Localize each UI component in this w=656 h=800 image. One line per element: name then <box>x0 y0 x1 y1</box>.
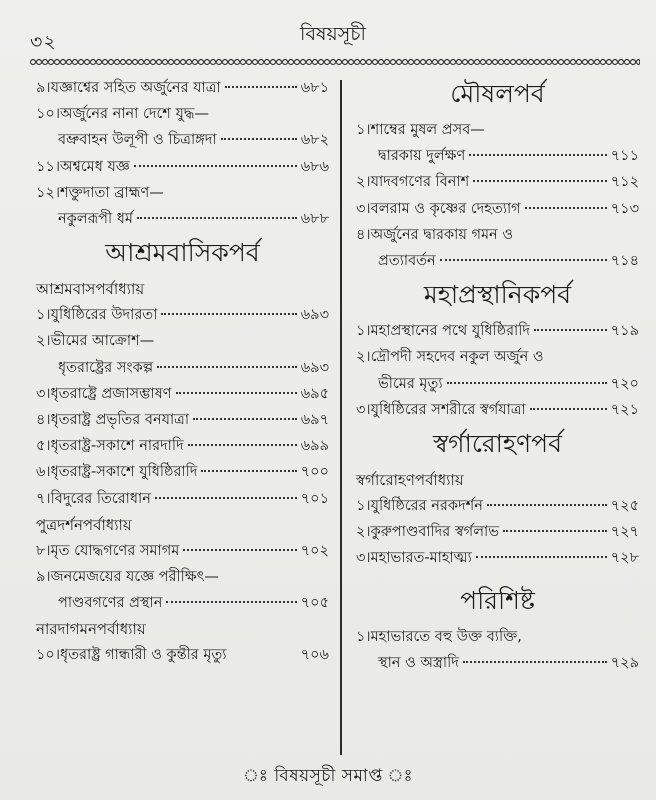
right-column <box>356 75 639 676</box>
entry-number: ১১। <box>36 158 61 175</box>
toc-entry[interactable] <box>356 545 639 571</box>
entry-title: অর্জুনের দ্বারকায় গমন ও <box>370 226 513 243</box>
entry-page: ৭২৮ <box>610 550 639 567</box>
toc-entry[interactable] <box>36 407 329 433</box>
section-title-parishishta: পরিশিষ্ট <box>460 585 535 615</box>
toc-entry[interactable] <box>356 624 639 650</box>
entry-title: কুরুপাণ্ডবাদির স্বর্গলাভ <box>370 524 500 541</box>
entry-title: প্রত্যাবর্তন <box>378 253 436 270</box>
entry-page: ৭২০ <box>610 375 639 392</box>
entry-number: ৫। <box>36 438 51 455</box>
leader-dots <box>476 556 607 558</box>
entry-number: ২। <box>356 524 371 541</box>
leader-dots <box>463 661 607 663</box>
entry-title: জনমেজয়ের যজ্ঞে পরীক্ষিৎ— <box>50 569 219 586</box>
toc-entry-continuation[interactable] <box>36 206 329 232</box>
toc-entry-continuation[interactable] <box>356 248 639 274</box>
leader-dots <box>183 549 296 551</box>
entry-title: অশ্বমেধ যজ্ঞ <box>60 158 130 175</box>
toc-entry[interactable] <box>36 302 329 328</box>
section-title-mahaprasthanika: মহাপ্রস্থানিকপর্ব <box>423 280 572 310</box>
entry-number: ১। <box>356 323 371 340</box>
toc-entry[interactable] <box>36 180 329 206</box>
leader-dots <box>221 138 297 140</box>
entry-title: দ্বারকায় দুর্লক্ষণ <box>378 148 466 165</box>
entry-page: ৭১৪ <box>610 253 639 270</box>
leader-dots <box>469 154 607 156</box>
toc-entry[interactable] <box>36 154 329 180</box>
entry-number: ২। <box>356 349 371 366</box>
toc-entry[interactable] <box>356 344 639 370</box>
toc-entry[interactable] <box>36 459 329 485</box>
toc-end-marker: ঃ বিষয়সূচী সমাপ্ত ঃ <box>242 766 414 786</box>
entry-title: অর্জুনের নানা দেশে যুদ্ধ— <box>60 106 209 123</box>
entry-number: ২। <box>36 333 51 350</box>
section-title-mausala: মৌষলপর্ব <box>450 79 545 108</box>
running-title: বিষয়সূচী <box>300 23 366 45</box>
toc-entry[interactable] <box>356 117 639 143</box>
entry-page: ৭১১ <box>610 148 639 165</box>
entry-number: ৩। <box>356 200 371 217</box>
left-column <box>36 75 329 669</box>
entry-number: ৯। <box>36 80 51 96</box>
entry-title: ভীমের মৃত্যু <box>378 375 443 392</box>
entry-title: ধৃতরাষ্ট্রের সংকল্প <box>58 359 154 376</box>
entry-number: ৮। <box>36 542 51 559</box>
entry-title: যুধিষ্ঠিরের সশরীরে স্বর্গযাত্রা <box>370 401 526 418</box>
entry-number: ৪। <box>356 226 371 243</box>
page-header <box>30 10 636 53</box>
leader-dots <box>473 180 607 182</box>
entry-title: মহাভারতে বহু উক্ত ব্যক্তি, <box>370 628 522 645</box>
entry-title: মহাভারত-মাহাত্ম্য <box>370 550 472 567</box>
toc-entry-continuation[interactable] <box>36 355 329 381</box>
entry-page: ৬৮২ <box>300 132 329 149</box>
entry-title: দ্রৌপদী সহদেব নকুল অর্জুন ও <box>370 349 544 366</box>
toc-entry[interactable] <box>36 328 329 354</box>
entry-page: ৭১২ <box>610 174 639 191</box>
entry-page: ৬৯৫ <box>300 385 329 402</box>
toc-entry[interactable] <box>36 642 329 668</box>
entry-title: যজ্ঞাশ্বের সহিত অর্জুনের যাত্রা <box>50 80 221 96</box>
section-title-ashramavasika: আশ্রমবাসিকপর্ব <box>105 238 260 268</box>
entry-title: মৃত যোদ্ধগণের সমাগম <box>50 542 180 559</box>
leader-dots <box>530 408 607 410</box>
entry-title: নকুলরূপী ধর্ম <box>58 211 133 228</box>
ornamental-border <box>30 57 640 67</box>
leader-dots <box>534 329 607 331</box>
entry-page: ৭২৯ <box>610 654 639 671</box>
toc-entry[interactable] <box>36 564 329 590</box>
entry-number: ১। <box>356 122 371 138</box>
toc-entry[interactable] <box>36 486 329 512</box>
entry-page: ৬৯৯ <box>300 438 329 455</box>
entry-number: ২। <box>356 174 371 191</box>
toc-entry[interactable] <box>36 433 329 459</box>
entry-page: ৬৮৮ <box>300 211 329 228</box>
toc-entry[interactable] <box>356 222 639 248</box>
entry-page: ৭০৫ <box>300 595 329 612</box>
entry-title: স্থান ও অস্ত্রাদি <box>378 654 459 671</box>
entry-page: ৭০০ <box>300 464 329 481</box>
subsection-title-putradarshana: পুত্রদর্শনপর্বাধ্যায় <box>36 515 132 534</box>
entry-title: ধৃতরাষ্ট্র-সকাশে নারদাদি <box>50 438 184 455</box>
leader-dots <box>440 259 607 261</box>
entry-title: শাম্বের মুষল প্রসব— <box>370 122 485 138</box>
toc-entry-continuation[interactable] <box>356 371 639 397</box>
entry-title: ভীমের আক্রোশ— <box>50 333 155 350</box>
entry-number: ১০। <box>36 647 61 664</box>
entry-title: বিদুরের তিরোধান <box>50 490 151 507</box>
entry-title: ধৃতরাষ্ট্রে প্রজাসম্ভাষণ <box>50 385 172 402</box>
entry-page: ৬৯৩ <box>300 359 329 376</box>
leader-dots <box>201 470 296 472</box>
toc-entry-continuation[interactable] <box>36 590 329 616</box>
toc-entry-continuation[interactable] <box>356 143 639 169</box>
leader-dots <box>157 366 297 368</box>
leader-dots <box>225 86 297 88</box>
subsection-title-svargarohana: স্বর্গারোহণপর্বাধ্যায় <box>356 471 464 490</box>
leader-dots <box>193 418 297 420</box>
entry-number: ১। <box>356 628 371 645</box>
entry-number: ৩। <box>36 385 51 402</box>
leader-dots <box>447 382 607 384</box>
leader-dots <box>134 165 297 167</box>
leader-dots <box>525 207 607 209</box>
toc-entry[interactable] <box>36 101 329 127</box>
entry-number: ১২। <box>36 184 61 201</box>
toc-entry[interactable] <box>356 397 639 423</box>
entry-title: ধৃতরাষ্ট্র-সকাশে যুধিষ্ঠিরাদি <box>50 464 198 481</box>
toc-entry[interactable] <box>356 519 639 545</box>
leader-dots <box>503 530 607 532</box>
entry-title: ধৃতরাষ্ট্র গান্ধারী ও কুন্তীর মৃত্যু <box>60 647 227 664</box>
toc-entry-continuation[interactable] <box>36 127 329 153</box>
section-title-svargarohana: স্বর্গারোহণপর্ব <box>432 429 563 459</box>
leader-dots <box>161 313 296 315</box>
entry-page: ৬৮৬ <box>300 158 329 175</box>
entry-page: ৭২১ <box>610 401 639 418</box>
entry-page: ৭২৫ <box>610 498 639 515</box>
entry-number: ১। <box>356 498 371 515</box>
entry-page: ৭১৩ <box>610 200 639 217</box>
entry-number: ১। <box>36 307 51 324</box>
entry-page: ৭০১ <box>300 490 329 507</box>
leader-dots <box>155 497 297 499</box>
entry-page: ৬৯৩ <box>300 307 329 324</box>
leader-dots <box>188 444 297 446</box>
toc-entry[interactable] <box>356 196 639 222</box>
entry-title: ধৃতরাষ্ট্র প্রভৃতির বনযাত্রা <box>50 412 190 429</box>
entry-title: বলরাম ও কৃষ্ণের দেহত্যাগ <box>370 200 521 217</box>
leader-dots <box>166 601 296 603</box>
entry-number: ৩। <box>356 550 371 567</box>
subsection-title-ashramavasa: আশ্রমবাসপর্বাধ্যায় <box>36 280 145 299</box>
entry-page: ৭০২ <box>300 542 329 559</box>
entry-title: যাদবগণের বিনাশ <box>370 174 470 191</box>
entry-title: বভ্রুবাহন উলূপী ও চিত্রাঙ্গদা <box>58 132 217 149</box>
entry-title: যুধিষ্ঠিরের নরকদর্শন <box>370 498 483 515</box>
entry-page: ৭০৬ <box>300 647 329 664</box>
entry-number: ৭। <box>36 490 51 507</box>
entry-page: ৬৮১ <box>300 80 329 96</box>
entry-page: ৬৯৭ <box>300 412 329 429</box>
leader-dots <box>487 504 607 506</box>
toc-entry[interactable] <box>36 381 329 407</box>
entry-page: ৭১৯ <box>610 323 639 340</box>
entry-number: ৯। <box>36 569 51 586</box>
entry-title: পাণ্ডবগণের প্রস্থান <box>58 595 163 612</box>
toc-entry[interactable] <box>356 318 639 344</box>
leader-dots <box>176 392 297 394</box>
subsection-title-naradagamana: নারদাগমনপর্বাধ্যায় <box>36 620 146 639</box>
toc-entry-continuation[interactable] <box>356 650 639 676</box>
toc-entry[interactable] <box>36 75 329 101</box>
entry-title: মহাপ্রস্থানের পথে যুধিষ্ঠিরাদি <box>370 323 531 340</box>
entry-number: ৪। <box>36 412 51 429</box>
entry-title: যুধিষ্ঠিরের উদারতা <box>50 307 158 324</box>
entry-number: ৩। <box>356 401 371 418</box>
entry-page: ৭২৭ <box>610 524 639 541</box>
page-number: ৩২ <box>30 31 57 53</box>
toc-entry[interactable] <box>36 538 329 564</box>
entry-number: ১০। <box>36 106 61 123</box>
entry-number: ৬। <box>36 464 51 481</box>
toc-entry[interactable] <box>356 493 639 519</box>
entry-title: শক্তুদাতা ব্রাহ্মণ— <box>60 184 164 201</box>
column-divider <box>340 80 342 755</box>
toc-entry[interactable] <box>356 169 639 195</box>
leader-dots <box>137 217 297 219</box>
